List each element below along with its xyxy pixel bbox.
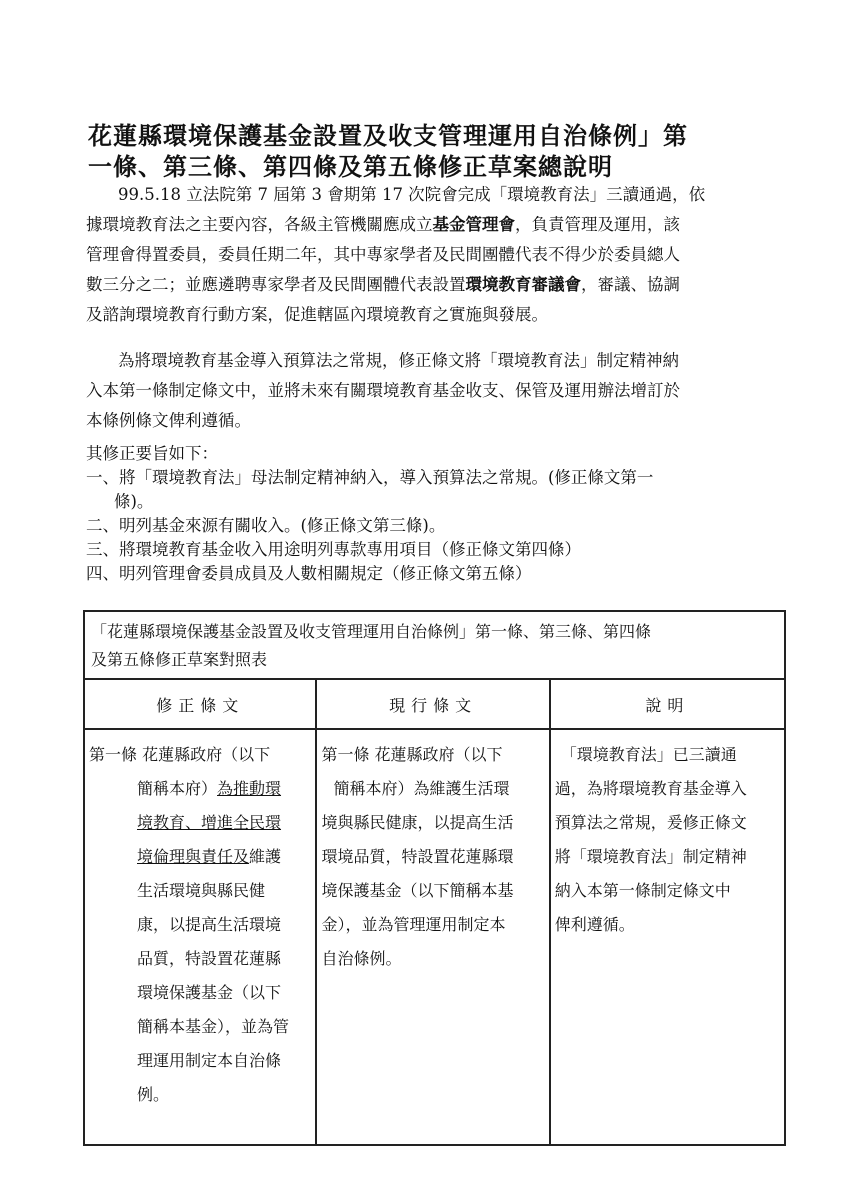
para2-line-3: 本條例條文俾利遵循。: [86, 411, 251, 430]
list-item: 二、明列基金來源有關收入。(修正條文第三條)。: [86, 516, 446, 535]
amendment-summary-list: [86, 442, 786, 586]
table-caption: 「花蓮縣環境保護基金設置及收支管理運用自治條例」第一條、第三條、第四條 及第五條修正草案對照表: [84, 611, 785, 679]
para1-line-5: 及諮詢環境教育行動方案，促進轄區內環境教育之實施與發展。: [86, 305, 548, 324]
list-intro: 其修正要旨如下：: [86, 444, 218, 463]
list-item: 三、將環境教育基金收入用途明列專款專用項目（修正條文第四條）: [86, 540, 581, 559]
para1-line-1: 99.5.18 立法院第 7 屆第 3 會期第 17 次院會完成「環境教育法」三讀通過，依: [118, 185, 706, 204]
para2-line-1: 為將環境教育基金導入預算法之常規，修正條文將「環境教育法」制定精神納: [118, 351, 679, 370]
para1-line-3: 管理會得置委員，委員任期二年，其中專家學者及民間團體代表不得少於委員總人: [86, 245, 680, 264]
title-line-1: 花蓮縣環境保護基金設置及收支管理運用自治條例」第: [88, 121, 688, 150]
para1-line-4: 數三分之二；並應遴聘專家學者及民間團體代表設置環境教育審議會，審議、協調: [86, 275, 680, 294]
current-article-cell: 第一條 花蓮縣政府（以下 簡稱本府）為維護生活環 境與縣民健康，以提高生活 環境品質，特設置花蓮縣環 境保護基金（以下簡稱本基 金），並為管理運用制定本 自治條例。: [316, 729, 549, 1145]
comparison-table: [83, 610, 786, 1146]
purpose-paragraph: [86, 346, 784, 436]
background-paragraph: [86, 180, 784, 330]
list-item: 四、明列管理會委員成員及人數相關規定（修正條文第五條）: [86, 564, 532, 583]
header-current-text: 現行條文: [316, 679, 549, 729]
para1-line-2: 據環境教育法之主要內容，各級主管機關應成立基金管理會，負責管理及運用，該: [86, 215, 680, 234]
header-explanation: 說明: [550, 679, 785, 729]
explanation-cell: 「環境教育法」已三讀通 過，為將環境教育基金導入 預算法之常規，爰修正條文 將「環境教育法」制定精神 納入本第一條制定條文中 俾利遵循。: [550, 729, 785, 1145]
fund-committee-term: 基金管理會: [432, 215, 515, 234]
document-title: [88, 120, 788, 182]
review-committee-term: 環境教育審議會: [465, 275, 581, 294]
para2-line-2: 入本第一條制定條文中，並將未來有關環境教育基金收支、保管及運用辦法增訂於: [86, 381, 680, 400]
list-item-continuation: 條)。: [114, 492, 154, 511]
amended-article-cell: 第一條 花蓮縣政府（以下 簡稱本府）為推動環 境教育、增進全民環 境倫理與責任及維護 生活環境與縣民健 康，以提高生活環境 品質，特設置花蓮縣 環境保護基金（以下 簡稱本基金），並為管 理運用制定本自治條 例。: [84, 729, 316, 1145]
list-item: 一、將「環境教育法」母法制定精神納入，導入預算法之常規。(修正條文第一: [86, 468, 654, 487]
title-line-2: 一條、第三條、第四條及第五條修正草案總說明: [88, 152, 613, 181]
header-amended-text: 修正條文: [84, 679, 316, 729]
